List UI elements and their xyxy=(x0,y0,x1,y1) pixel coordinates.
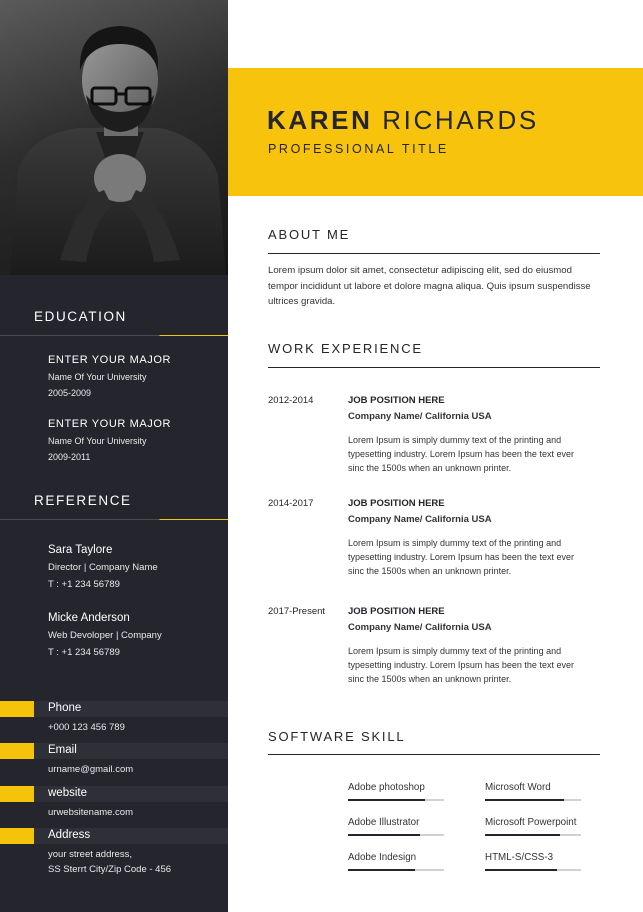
skills-heading: SOFTWARE SKILL xyxy=(268,729,406,744)
skill-item xyxy=(485,782,585,793)
about-text: Lorem ipsum dolor sit amet, consectetur adipiscing elit, sed do eiusmod tempor incididunt ut labore et dolore magna aliqua. Quis ipsum suspendisse ultrices gravida. xyxy=(268,265,591,307)
contact-value[interactable]: urname@gmail.com xyxy=(48,764,134,775)
job-description: Lorem Ipsum is simply dummy text of the printing and typesetting industry. Lorem Ipsum has been the text ever sinc the 1500s when an unknown printer. xyxy=(348,435,574,473)
skill-name: Adobe Indesign xyxy=(348,852,417,863)
skill-item xyxy=(348,782,448,793)
skill-name: Adobe Illustrator xyxy=(348,817,420,828)
job-company: Company Name/ California USA xyxy=(348,411,492,422)
reference-role: Director | Company Name xyxy=(48,562,158,573)
education-major: ENTER YOUR MAJOR xyxy=(48,354,172,366)
about-divider xyxy=(268,253,600,254)
reference-role: Web Devoloper | Company xyxy=(48,630,162,641)
education-divider xyxy=(0,335,228,336)
skill-name: Adobe photoshop xyxy=(348,782,425,793)
skill-bar-fill xyxy=(485,799,564,801)
address-line-1: your street address, xyxy=(48,849,132,860)
work-divider xyxy=(268,367,600,368)
sidebar xyxy=(0,0,228,912)
job-company: Company Name/ California USA xyxy=(348,622,492,633)
job-description: Lorem Ipsum is simply dummy text of the printing and typesetting industry. Lorem Ipsum has been the text ever sinc the 1500s when an unknown printer. xyxy=(348,538,574,576)
contact-email xyxy=(0,743,228,783)
skill-bar-fill xyxy=(348,869,415,871)
skill-item xyxy=(348,852,448,863)
contact-bar xyxy=(0,786,228,802)
job-years: 2012-2014 xyxy=(268,395,314,406)
job-years: 2014-2017 xyxy=(268,498,314,509)
skill-item xyxy=(485,817,585,828)
skill-bar xyxy=(348,869,444,871)
skill-bar-fill xyxy=(485,834,560,836)
job-company: Company Name/ California USA xyxy=(348,514,492,525)
reference-divider xyxy=(0,519,228,520)
contact-accent xyxy=(0,828,34,844)
contact-website xyxy=(0,786,228,826)
professional-title: PROFESSIONAL TITLE xyxy=(268,142,449,156)
job-position: JOB POSITION HERE xyxy=(348,498,445,509)
contact-label: website xyxy=(48,787,87,799)
contact-value[interactable]: urwebsitename.com xyxy=(48,807,134,818)
skill-bar-fill xyxy=(485,869,557,871)
skill-name: HTML-S/CSS-3 xyxy=(485,852,554,863)
profile-photo xyxy=(0,0,228,275)
job-position: JOB POSITION HERE xyxy=(348,395,445,406)
education-item xyxy=(48,418,171,462)
skill-bar-fill xyxy=(348,799,425,801)
contact-address xyxy=(0,828,228,878)
skill-bar xyxy=(485,834,581,836)
skill-item xyxy=(348,817,448,828)
reference-item xyxy=(48,544,158,590)
education-years: 2009-2011 xyxy=(48,452,91,462)
education-years: 2005-2009 xyxy=(48,388,92,398)
skill-bar xyxy=(485,799,581,801)
contact-bar xyxy=(0,828,228,844)
reference-item xyxy=(48,612,162,658)
contact-label: Email xyxy=(48,744,77,756)
education-heading: EDUCATION xyxy=(34,309,127,324)
last-name: RICHARDS xyxy=(382,105,539,135)
skill-item xyxy=(485,852,585,863)
full-name xyxy=(267,105,539,136)
address-line-2: SS Sterrt City/Zip Code - 456 xyxy=(48,864,172,875)
contact-accent xyxy=(0,786,34,802)
reference-heading: REFERENCE xyxy=(34,493,132,508)
contact-phone xyxy=(0,701,228,741)
contact-accent xyxy=(0,743,34,759)
skill-bar-fill xyxy=(348,834,420,836)
skill-bar xyxy=(348,834,444,836)
job-description: Lorem Ipsum is simply dummy text of the printing and typesetting industry. Lorem Ipsum has been the text ever sinc the 1500s when an unknown printer. xyxy=(348,646,574,684)
first-name: KAREN xyxy=(267,105,373,135)
skill-name: Microsoft Powerpoint xyxy=(485,817,577,828)
work-heading: WORK EXPERIENCE xyxy=(268,341,423,356)
name-banner xyxy=(228,68,643,196)
contact-accent xyxy=(0,701,34,717)
contact-value[interactable]: +000 123 456 789 xyxy=(48,722,125,733)
reference-phone: T : +1 234 56789 xyxy=(48,647,120,658)
skill-bar xyxy=(485,869,581,871)
education-major: ENTER YOUR MAJOR xyxy=(48,418,172,430)
skill-bar xyxy=(348,799,444,801)
portrait-illustration xyxy=(0,0,228,275)
skills-divider xyxy=(268,754,600,755)
education-university: Name Of Your University xyxy=(48,372,147,382)
reference-phone: T : +1 234 56789 xyxy=(48,579,120,590)
reference-name: Sara Taylore xyxy=(48,544,113,556)
education-item xyxy=(48,354,171,398)
skill-name: Microsoft Word xyxy=(485,782,551,793)
about-heading: ABOUT ME xyxy=(268,227,351,242)
contact-label: Phone xyxy=(48,702,82,714)
reference-name: Micke Anderson xyxy=(48,612,130,624)
contact-value xyxy=(48,847,171,877)
contact-bar xyxy=(0,743,228,759)
contact-label: Address xyxy=(48,829,91,841)
job-position: JOB POSITION HERE xyxy=(348,606,445,617)
contact-bar xyxy=(0,701,228,717)
job-years: 2017-Present xyxy=(268,606,326,617)
education-university: Name Of Your University xyxy=(48,436,147,446)
